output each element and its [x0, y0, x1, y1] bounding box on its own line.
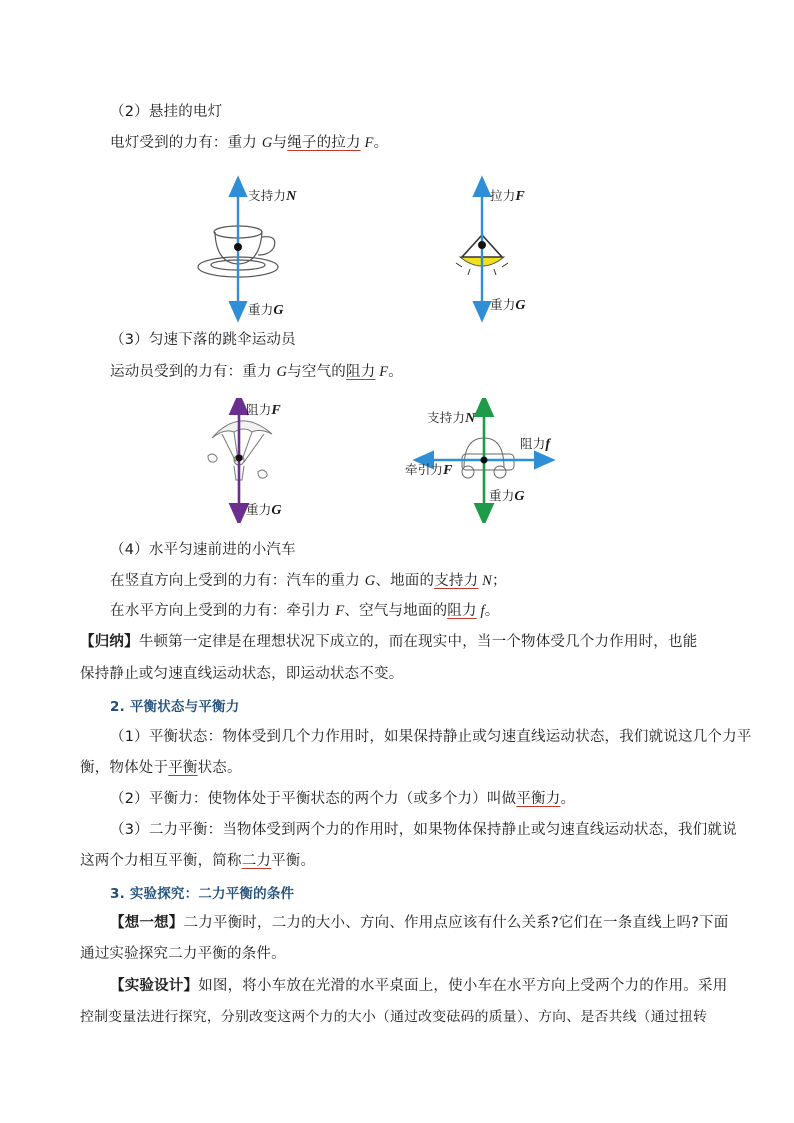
section2-heading: 2. 平衡状态与平衡力 [110, 699, 240, 715]
s3-forces-line: 运动员受到的力有：重力 G与空气的阻力 F。 [110, 364, 403, 380]
lamp-pull-label: 拉力F [490, 188, 525, 204]
s4-horizontal-line: 在水平方向上受到的力有：牵引力 F、空气与地面的阻力 f。 [110, 603, 500, 619]
section2-p3-line2: 这两个力相互平衡，简称二力平衡。 [80, 853, 316, 869]
s3-heading: （3）匀速下落的跳伞运动员 [110, 332, 296, 348]
parachute-gravity-label: 重力G [246, 502, 282, 518]
lamp-center-dot [478, 241, 486, 249]
car-resistance-label: 阻力f [520, 436, 551, 452]
summary-line-2: 保持静止或匀速直线运动状态，即运动状态不变。 [80, 666, 404, 682]
section2-p1-line2: 衡，物体处于平衡状态。 [80, 760, 242, 776]
car-center-dot [481, 457, 488, 464]
section3-design-line2: 控制变量法进行探究，分别改变这两个力的大小（通过改变砝码的质量）、方向、是否共线（通过扭转 [80, 1009, 708, 1025]
summary-line-1: 【归纳】牛顿第一定律是在理想状况下成立的，而在现实中，当一个物体受几个力作用时，也能 [80, 634, 698, 650]
section2-p1-line1: （1）平衡状态：物体受到几个力作用时，如果保持静止或匀速直线运动状态，我们就说这几个力平 [110, 729, 752, 745]
car-gravity-label: 重力G [489, 488, 525, 504]
s2-heading: （2）悬挂的电灯 [110, 104, 223, 120]
cup-center-dot [234, 243, 242, 251]
car-support-label: 支持力N [427, 410, 476, 426]
section3-heading: 3. 实验探究：二力平衡的条件 [110, 886, 295, 902]
cup-support-label: 支持力N [248, 188, 297, 204]
section2-p2: （2）平衡力：使物体处于平衡状态的两个力（或多个力）叫做平衡力。 [110, 791, 576, 807]
section3-design-line1: 【实验设计】如图，将小车放在光滑的水平桌面上，使小车在水平方向上受两个力的作用。采用 [110, 978, 728, 994]
s4-vertical-line: 在竖直方向上受到的力有：汽车的重力 G、地面的支持力 N； [110, 573, 507, 589]
lamp-gravity-label: 重力G [490, 297, 526, 313]
s2-forces-line: 电灯受到的力有：重力 G与绳子的拉力 F。 [110, 135, 389, 151]
s4-heading: （4）水平匀速前进的小汽车 [110, 542, 296, 558]
parachute-center-dot [236, 455, 243, 462]
car-drawing [462, 438, 514, 478]
section3-think-line2: 通过实验探究二力平衡的条件。 [80, 946, 286, 962]
parachute-resistance-label: 阻力F [246, 402, 281, 418]
section2-p3-line1: （3）二力平衡：当物体受到两个力的作用时，如果物体保持静止或匀速直线运动状态，我们就说 [110, 822, 737, 838]
car-traction-label: 牵引力F [405, 462, 453, 478]
cup-gravity-label: 重力G [248, 302, 284, 318]
section3-think-line1: 【想一想】二力平衡时，二力的大小、方向、作用点应该有什么关系?它们在一条直线上吗?下面 [110, 915, 729, 931]
